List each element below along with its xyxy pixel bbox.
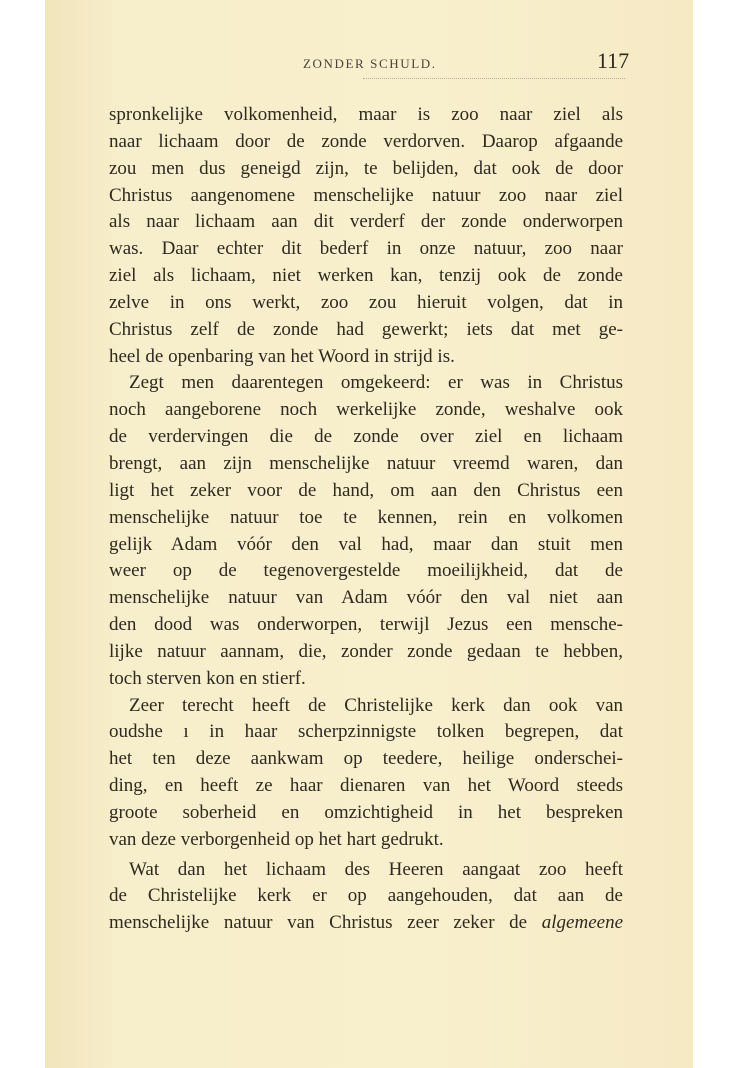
text-line: van deze verborgenheid op het hart gedrukt. [109, 828, 444, 850]
paragraph-4 [109, 857, 623, 938]
text-line: Zeer terecht heeft de Christelijke kerk dan ook van [129, 694, 623, 716]
text-line: was. Daar echter dit bederf in onze natuur, zoo naar [109, 238, 623, 260]
text-line: den dood was onderworpen, terwijl Jezus een mensche- [109, 614, 623, 636]
text-line: heel de openbaring van het Woord in strijd is. [109, 345, 455, 367]
running-title: ZONDER SCHULD. [303, 56, 437, 71]
text-line: de Christelijke kerk er op aangehouden, dat aan de [109, 885, 623, 907]
text-line: de verdervingen die de zonde over ziel en lichaam [109, 426, 623, 448]
text-line: naar lichaam door de zonde verdorven. Daarop afgaande [109, 130, 623, 152]
text-line: weer op de tegenovergestelde moeilijkheid, dat de [109, 560, 623, 582]
text-line: spronkelijke volkomenheid, maar is zoo naar ziel als [109, 104, 623, 125]
text-line: Wat dan het lichaam des Heeren aangaat zoo heeft [129, 858, 623, 880]
body-text [109, 102, 623, 937]
text-line: menschelijke natuur toe te kennen, rein en volkomen [109, 506, 623, 528]
text-line: Christus aangenomene menschelijke natuur zoo naar ziel [109, 184, 623, 206]
paragraph-3 [109, 693, 623, 854]
text-line: lijke natuur aannam, die, zonder zonde gedaan te hebben, [109, 640, 623, 662]
text-line: oudshe ı in haar scherpzinnigste tolken begrepen, dat [109, 721, 623, 743]
text-line: toch sterven kon en stierf. [109, 667, 306, 689]
text-line: als naar lichaam aan dit verderf der zonde onderworpen [109, 211, 623, 233]
header-rule [363, 78, 625, 79]
text-line: Zegt men daarentegen omgekeerd: er was in Christus [129, 372, 623, 394]
text-line: groote soberheid en omzichtigheid in het bespreken [109, 801, 623, 823]
text-line: gelijk Adam vóór den val had, maar dan stuit men [109, 533, 623, 555]
text-line: menschelijke natuur van Adam vóór den val niet aan [109, 587, 623, 609]
paragraph-1 [109, 102, 623, 370]
text-line: ziel als lichaam, niet werken kan, tenzij ook de zonde [109, 265, 623, 287]
book-page [45, 0, 693, 1068]
text-line: zou men dus geneigd zijn, te belijden, dat ook de door [109, 157, 623, 179]
text-line: noch aangeborene noch werkelijke zonde, weshalve ook [109, 399, 623, 421]
text-line: ligt het zeker voor de hand, om aan den Christus een [109, 479, 623, 501]
paragraph-2 [109, 370, 623, 692]
text-line: zelve in ons werkt, zoo zou hieruit volgen, dat in [109, 291, 623, 313]
text-line [109, 910, 623, 937]
text-line: Christus zelf de zonde had gewerkt; iets dat met ge- [109, 318, 623, 340]
text-line-start: menschelijke natuur van Christus zeer zeker de [109, 912, 528, 934]
text-line: brengt, aan zijn menschelijke natuur vreemd waren, dan [109, 452, 623, 474]
text-line: het ten deze aankwam op teedere, heilige onderschei- [109, 748, 623, 770]
italic-word: algemeene [541, 912, 624, 934]
page-header [45, 46, 693, 76]
text-line: ding, en heeft ze haar dienaren van het Woord steeds [109, 775, 623, 797]
page-number: 117 [597, 48, 630, 73]
